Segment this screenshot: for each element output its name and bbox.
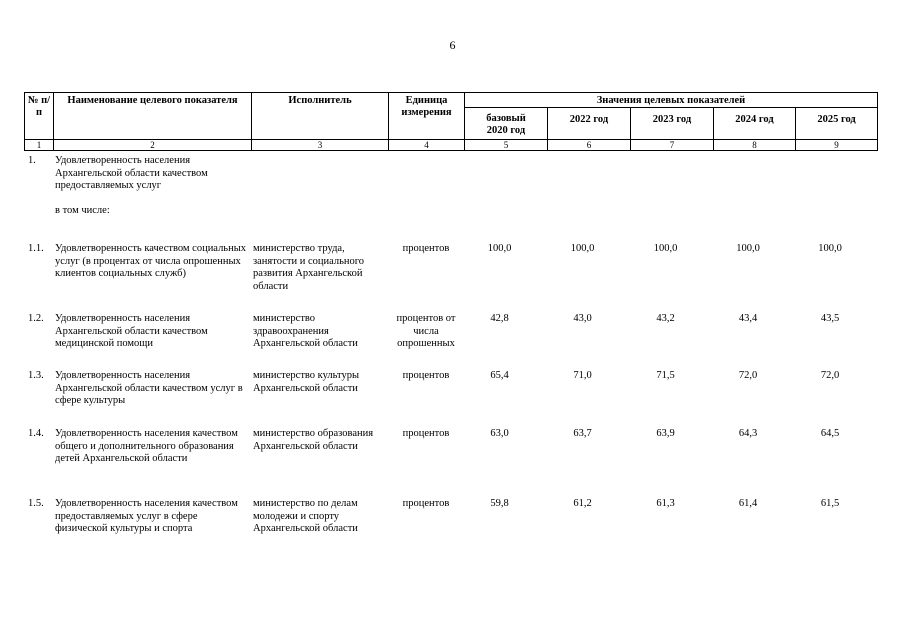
row-number: 1.	[28, 155, 36, 166]
value: 100,0	[487, 243, 512, 254]
header-year: 2022 год	[548, 108, 631, 140]
table-row	[24, 243, 877, 313]
value: 61,2	[573, 498, 592, 509]
column-number: 6	[548, 140, 631, 151]
indicator-note: в том числе:	[55, 204, 110, 216]
value: 61,4	[738, 498, 758, 509]
executor: министерство образования Архангельской области	[253, 428, 374, 452]
value: 71,5	[656, 370, 675, 381]
page-number: 6	[449, 38, 456, 52]
executor: министерство здравоохранения Архангельской области	[253, 313, 358, 350]
header-year: 2025 год	[796, 108, 878, 140]
unit: процентов от числа опрошенных	[396, 313, 456, 350]
value	[464, 155, 547, 243]
value: 63,0	[490, 428, 509, 439]
value: 72,0	[820, 370, 840, 381]
value	[547, 155, 630, 243]
value	[630, 155, 713, 243]
value: 59,8	[490, 498, 509, 509]
column-number: 1	[25, 140, 54, 151]
value: 43,2	[656, 313, 675, 324]
value: 61,5	[820, 498, 840, 509]
header-year: 2024 год	[714, 108, 796, 140]
executor: министерство культуры Архангельской области	[253, 370, 360, 394]
row-number: 1.2.	[28, 313, 44, 324]
unit: процентов	[402, 243, 450, 254]
header-col-name: Наименование целевого показателя	[54, 93, 252, 140]
indicator-table	[24, 155, 877, 558]
value: 61,3	[656, 498, 675, 509]
value: 72,0	[738, 370, 758, 381]
indicator-name-text: Удовлетворенность населения Архангельской области качеством предоставляемых услуг	[55, 155, 208, 192]
value: 42,8	[490, 313, 509, 324]
value: 43,4	[738, 313, 758, 324]
row-number: 1.3.	[28, 370, 44, 381]
executor: министерство труда, занятости и социального развития Архангельской области	[253, 243, 365, 292]
header-year: 2023 год	[631, 108, 714, 140]
table-row	[24, 313, 877, 370]
row-number: 1.4.	[28, 428, 44, 439]
value: 64,3	[738, 428, 758, 439]
unit	[388, 155, 464, 243]
indicator-name: Удовлетворенность качеством социальных услуг (в процентах от числа опрошенных клиентов социальных служб)	[55, 243, 247, 280]
row-number: 1.1.	[28, 243, 44, 254]
value: 63,7	[573, 428, 592, 439]
table-row	[24, 155, 877, 243]
value: 43,5	[820, 313, 840, 324]
header-col-unit: Единица измерения	[389, 93, 465, 140]
unit: процентов	[402, 370, 450, 381]
value	[795, 155, 877, 243]
table-row	[24, 370, 877, 428]
column-number: 9	[796, 140, 878, 151]
value: 100,0	[818, 243, 842, 254]
header-col-values: Значения целевых показателей	[465, 93, 878, 108]
header-col-num: № п/п	[25, 93, 54, 140]
executor: министерство по делам молодежи и спорту Архангельской области	[253, 498, 358, 535]
column-number: 8	[714, 140, 796, 151]
column-number: 3	[252, 140, 389, 151]
value: 71,0	[573, 370, 592, 381]
value: 63,9	[656, 428, 675, 439]
value: 100,0	[653, 243, 678, 254]
value: 64,5	[820, 428, 840, 439]
unit: процентов	[402, 498, 450, 509]
table-header	[24, 92, 878, 151]
value: 65,4	[490, 370, 509, 381]
header-year: базовый 2020 год	[465, 108, 548, 140]
value	[713, 155, 795, 243]
column-number: 4	[389, 140, 465, 151]
table-row	[24, 428, 877, 498]
value: 100,0	[570, 243, 595, 254]
indicator-name: Удовлетворенность населения Архангельской области качеством услуг в сфере культуры	[55, 370, 243, 407]
value: 100,0	[736, 243, 760, 254]
indicator-name: Удовлетворенность населения Архангельской области качеством медицинской помощи	[55, 313, 208, 350]
row-number: 1.5.	[28, 498, 44, 509]
value: 43,0	[573, 313, 592, 324]
column-number: 7	[631, 140, 714, 151]
executor	[251, 155, 388, 243]
table-row	[24, 498, 877, 558]
column-number: 2	[54, 140, 252, 151]
column-number: 5	[465, 140, 548, 151]
unit: процентов	[402, 428, 450, 439]
indicator-name: Удовлетворенность населения качеством предоставляемых услуг в сфере физической культуры и спорта	[55, 498, 238, 535]
indicator-name: Удовлетворенность населения качеством общего и дополнительного образования детей Архангельской области	[55, 428, 238, 465]
indicator-name	[53, 155, 251, 243]
header-col-executor: Исполнитель	[252, 93, 389, 140]
